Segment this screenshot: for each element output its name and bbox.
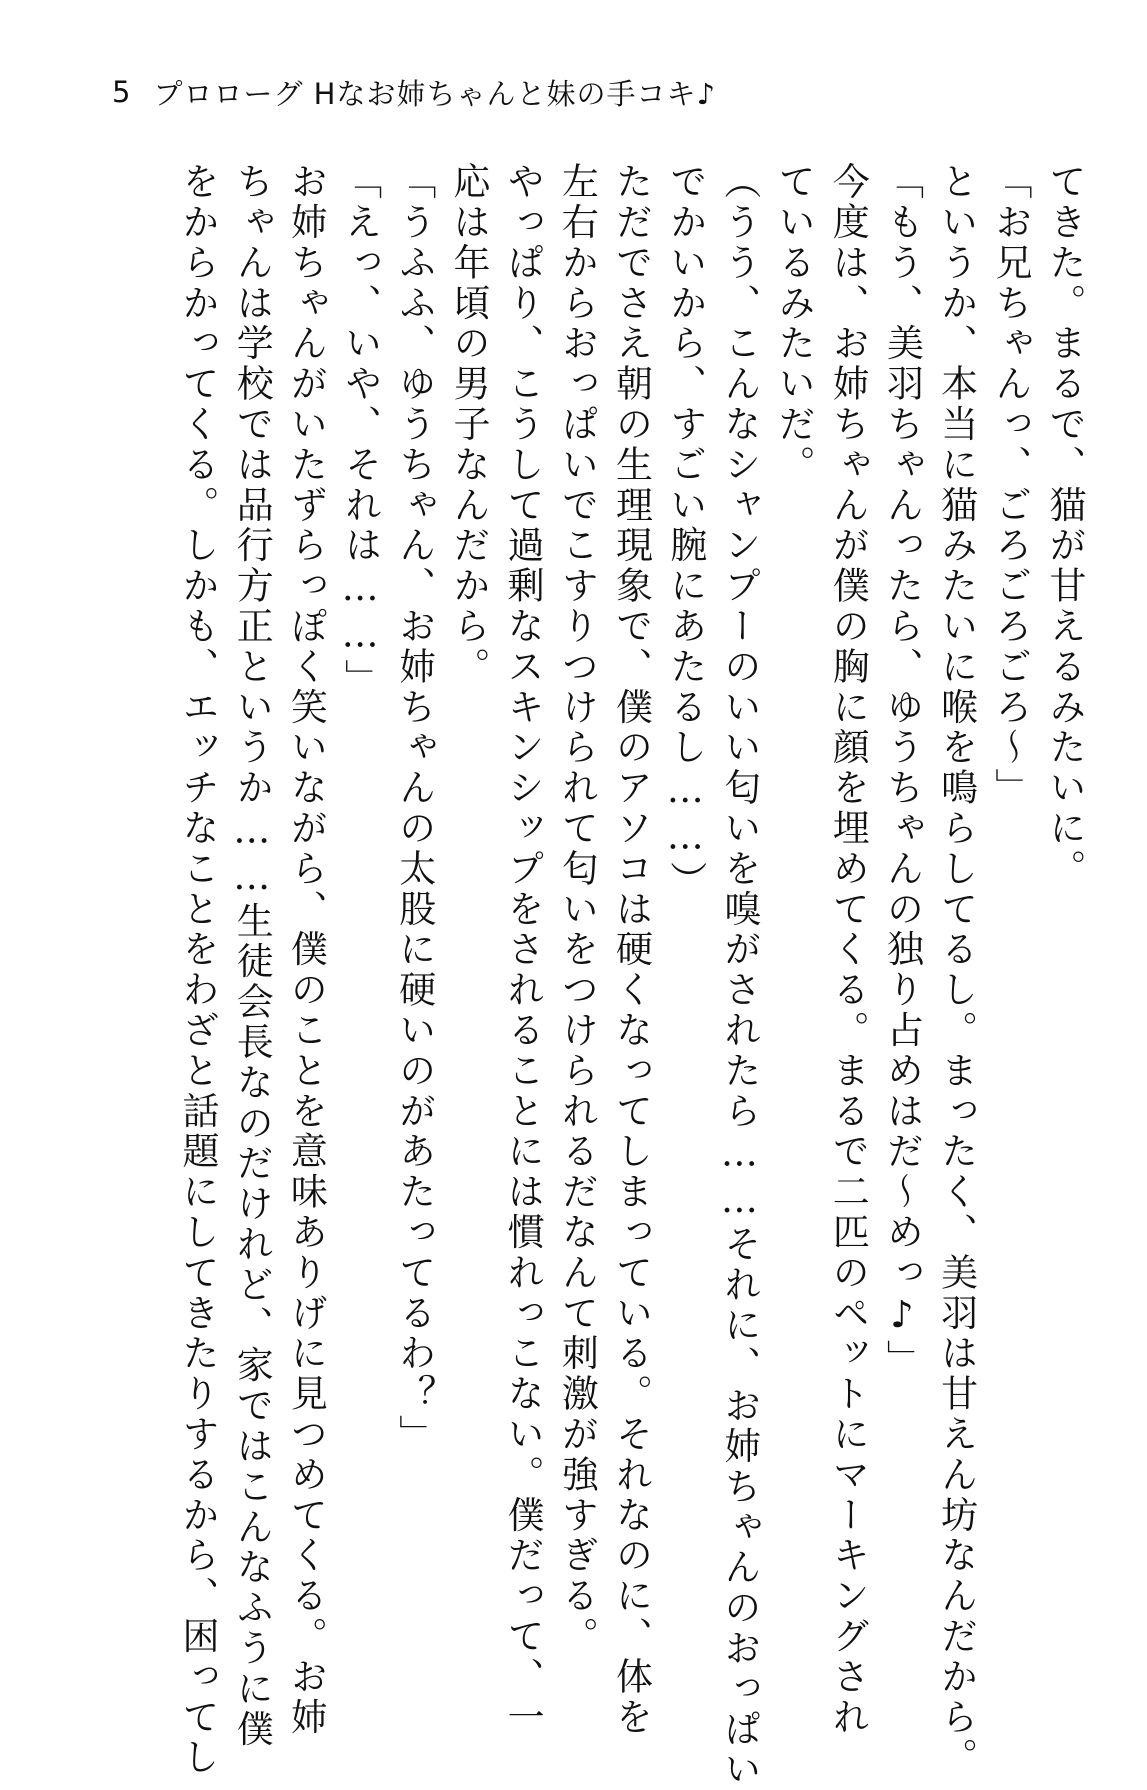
text-line: てきた。まるで、猫が甘えるみたいに。	[1043, 162, 1086, 890]
text-line: というか、本当に猫みたいに喉を鳴らしてるし。まったく、美羽は甘えん坊なんだから。	[934, 162, 978, 1778]
text-line: ているみたいだ。	[772, 162, 816, 486]
text-line: 「えっ、いや、それは……」	[338, 162, 382, 700]
body-text	[83, 162, 1086, 1790]
text-line: 応は年頃の男子なんだから。	[446, 162, 490, 688]
text-line: でかいから、すごい腕にあたるし……）	[663, 162, 707, 902]
page-number: 5	[112, 75, 132, 109]
text-line: お姉ちゃんがいたずらっぽく笑いながら、僕のことを意味ありげに見つめてくる。お姉	[284, 162, 328, 1738]
text-line: 今度は、お姉ちゃんが僕の胸に顔を埋めてくる。まるで二匹のペットにマーキングされ	[826, 162, 870, 1738]
text-line: 左右からおっぱいでこすりつけられて匂いをつけられるだなんて刺激が強すぎる。	[555, 162, 599, 1657]
text-line: ちゃんは学校では品行方正というか……生徒会長なのだけれど、家ではこんなふうに僕	[230, 162, 274, 1750]
chapter-title: プロローグ Hなお姉ちゃんと妹の手コキ♪	[153, 76, 716, 111]
running-head	[112, 70, 716, 114]
text-line: ただでさえ朝の生理現象で、僕のアソコは硬くなってしまっている。それなのに、体を	[609, 162, 653, 1738]
text-line: をからかってくる。しかも、エッチなことをわざと話題にしてきたりするから、困ってし	[176, 162, 219, 1778]
text-line: 「もう、美羽ちゃんったら、ゆうちゃんの独り占めはだ～めっ♪」	[880, 162, 924, 1380]
text-line: 「うふふ、ゆうちゃん、お姉ちゃんの太股に硬いのがあたってるわ？」	[392, 162, 436, 1455]
text-line: 「お兄ちゃんっ、ごろごろごろ～」	[988, 162, 1032, 809]
text-line: やっぱり、こうして過剰なスキンシップをされることには慣れっこない。僕だって、一	[501, 162, 545, 1738]
text-line: （うう、こんなシャンプーのいい匂いを嗅がされたら……それに、お姉ちゃんのおっぱい	[717, 162, 761, 1790]
